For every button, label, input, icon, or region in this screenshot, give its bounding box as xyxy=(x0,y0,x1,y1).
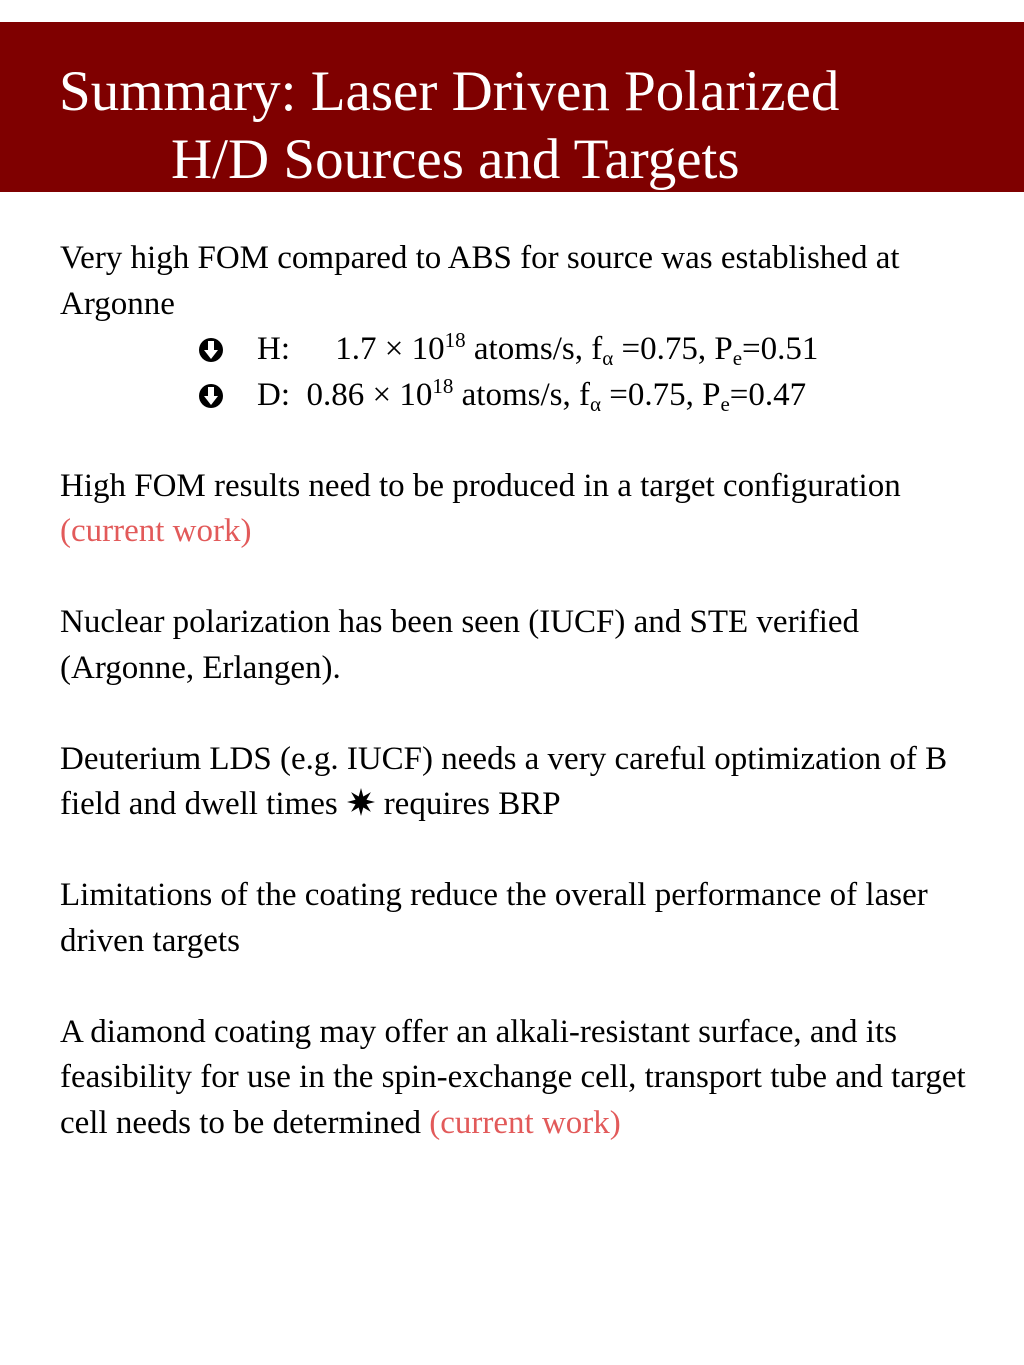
paragraph-text-after: requires BRP xyxy=(383,786,561,822)
paragraph-nuclear-polarization xyxy=(60,600,1000,691)
paragraph-text: Deuterium LDS (e.g. IUCF) needs a very careful optimization of B field and dwell times xyxy=(60,740,948,822)
slide-title-line-2: H/D Sources and Targets xyxy=(171,128,740,191)
paragraph-target-config xyxy=(60,464,1000,555)
bullet-label: H: xyxy=(257,331,290,367)
coefficient: 1.7 xyxy=(335,331,377,367)
p-value: =0.51 xyxy=(742,331,819,367)
times-sign: × xyxy=(372,376,392,413)
current-work-note: (current work) xyxy=(429,1104,621,1141)
e-subscript: e xyxy=(732,346,743,370)
slide-content xyxy=(60,236,1000,1192)
times-sign: × xyxy=(384,331,404,367)
paragraph-text: High FOM results need to be produced in a target configuration xyxy=(60,467,901,504)
current-work-note: (current work) xyxy=(60,513,252,549)
paragraph-text: A diamond coating may offer an alkali-resistant surface, and its feasibility for use in the spin-exchange cell, transport tube and target cell needs to be determined xyxy=(60,1013,966,1141)
paragraph-coating-limitations xyxy=(60,873,1000,964)
e-subscript: e xyxy=(720,391,730,416)
paragraph-diamond-coating xyxy=(60,1010,1000,1147)
exponent: 18 xyxy=(444,328,466,352)
paragraph-text: Very high FOM compared to ABS for source was established at Argonne xyxy=(60,240,900,322)
paragraph-deuterium-lds xyxy=(60,737,1000,828)
title-bar xyxy=(0,22,1024,192)
exponent: 18 xyxy=(432,373,454,398)
base: 10 xyxy=(411,331,445,367)
paragraph-text: Nuclear polarization has been seen (IUCF) and STE verified (Argonne, Erlangen). xyxy=(60,604,860,686)
alpha-subscript: α xyxy=(589,391,601,416)
bullet-item-h xyxy=(60,327,1000,373)
down-arrow-circle-icon xyxy=(198,337,224,363)
down-arrow-circle-icon xyxy=(198,383,224,409)
paragraph-text: Limitations of the coating reduce the overall performance of laser driven targets xyxy=(60,877,928,959)
starburst-icon xyxy=(346,787,376,817)
coefficient: 0.86 xyxy=(306,376,365,413)
f-value: =0.75, P xyxy=(609,376,721,413)
p-value: =0.47 xyxy=(729,376,807,413)
unit-text: atoms/s, f xyxy=(461,376,590,413)
bullet-item-d xyxy=(60,373,1000,419)
alpha-subscript: α xyxy=(602,346,614,370)
f-value: =0.75, P xyxy=(621,331,733,367)
bullet-label: D: xyxy=(257,376,290,413)
paragraph-fom-source xyxy=(60,236,1000,418)
base: 10 xyxy=(399,376,433,413)
unit-text: atoms/s, f xyxy=(473,331,603,367)
bullet-list xyxy=(60,327,1000,418)
slide-title-line-1: Summary: Laser Driven Polarized xyxy=(59,60,840,123)
